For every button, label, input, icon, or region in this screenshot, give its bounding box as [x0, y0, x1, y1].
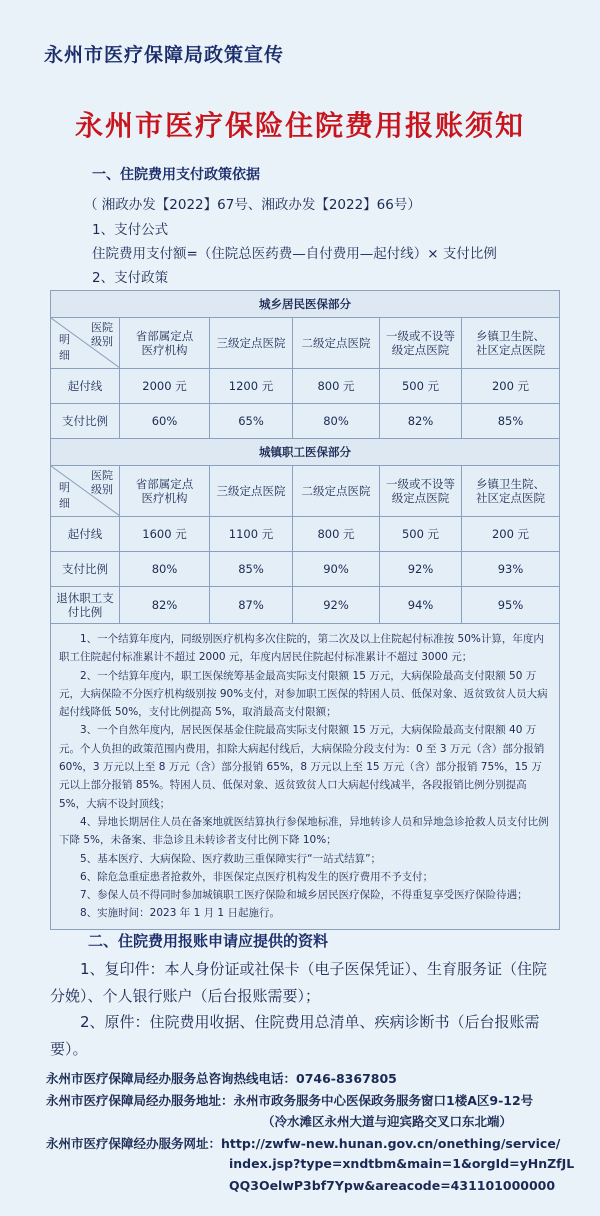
section2-body	[50, 956, 560, 1062]
diag-bot-1: 明	[59, 481, 70, 494]
note-item: 3、一个自然年度内，居民医保基金住院最高实际支付限额 15 万元，大病保险最高支付限额 40 万元。个人负担的政策范围内费用，扣除大病起付线后，大病保险分段支付为：0 至 3 万元（含）部分报销 60%，3 万元以上至 8 万元（含）部分报销 65%，8 万元以上至 15 万元（含）部分报销 75%，15 万元以上部分报销 85%。特困人员、低保对象、返贫致贫人口大病起付线减半，各段报销比例分别提高 5%，大病不设封顶线；	[59, 724, 545, 810]
section2-heading: 二、住院费用报账申请应提供的资料	[88, 932, 329, 950]
header-cell	[293, 318, 380, 369]
urban-rural-section-title: 城乡居民医保部分	[51, 291, 560, 318]
footer-website[interactable]: 永州市医疗保障经办服务网址：http://zwfw-new.hunan.gov.cn/onething/service/	[46, 1136, 561, 1151]
diag-bot-2: 细	[59, 349, 70, 362]
header-cell	[120, 466, 210, 517]
note-item: 6、除危急重症患者抢救外，非医保定点医疗机构发生的医疗费用不予支付；	[80, 870, 434, 883]
footer-address: 永州市医疗保障局经办服务地址：永州市政务服务中心医保政务服务窗口1楼A区9-12号	[46, 1093, 534, 1108]
row-label-text: 退休职工支 付比例	[56, 591, 114, 619]
header-text: 二级定点医院	[301, 336, 371, 350]
table-cell: 92%	[380, 552, 462, 587]
employee-section-title: 城镇职工医保部分	[51, 439, 560, 466]
diagonal-header-cell	[51, 318, 120, 369]
table-cell: 60%	[120, 404, 210, 439]
footer-hotline: 永州市医疗保障局经办服务总咨询热线电话：0746-8367805	[46, 1071, 397, 1086]
diag-bottom-label	[59, 480, 70, 512]
policy-label: 2、支付政策	[92, 270, 169, 286]
header-cell	[380, 466, 462, 517]
table-cell: 93%	[462, 552, 560, 587]
header-text: 乡镇卫生院、 社区定点医院	[476, 477, 545, 505]
diag-top-2: 级别	[91, 483, 113, 496]
table-cell: 87%	[210, 587, 293, 624]
table-cell: 200 元	[462, 517, 560, 552]
row-label: 支付比例	[51, 552, 120, 587]
diag-top-label	[91, 469, 113, 497]
policy-table-wrapper	[50, 290, 559, 930]
header-text: 三级定点医院	[216, 484, 286, 498]
table-cell: 80%	[293, 404, 380, 439]
table-cell: 94%	[380, 587, 462, 624]
table-cell: 1100 元	[210, 517, 293, 552]
header-cell	[293, 466, 380, 517]
row-label: 支付比例	[51, 404, 120, 439]
table-cell: 92%	[293, 587, 380, 624]
diag-top-1: 医院	[91, 321, 113, 334]
page-header: 永州市医疗保障局政策宣传	[44, 44, 285, 66]
header-cell	[210, 466, 293, 517]
diag-bottom-label	[59, 332, 70, 364]
table-cell: 82%	[120, 587, 210, 624]
row-label: 起付线	[51, 517, 120, 552]
header-cell	[462, 318, 560, 369]
footer-address-detail: （冷水滩区永州大道与迎宾路交叉口东北端）	[262, 1114, 513, 1129]
note-item: 4、异地长期居住人员在备案地就医结算执行参保地标准，异地转诊人员和异地急诊抢救人员支付比例下降 5%，未备案、非急诊且未转诊者支付比例下降 10%；	[59, 815, 549, 847]
table-cell: 95%	[462, 587, 560, 624]
header-text: 省部属定点 医疗机构	[135, 477, 194, 505]
note-item: 8、实施时间：2023 年 1 月 1 日起施行。	[80, 907, 280, 920]
materials-copies: 1、复印件：本人身份证或社保卡（电子医保凭证）、生育服务证（住院分娩）、个人银行账户（后台报账需要）；	[50, 960, 548, 1005]
table-cell: 800 元	[293, 369, 380, 404]
header-text: 二级定点医院	[301, 484, 371, 498]
table-cell: 800 元	[293, 517, 380, 552]
header-text: 一级或不设等 级定点医院	[386, 477, 455, 505]
table-cell: 90%	[293, 552, 380, 587]
table-cell: 85%	[210, 552, 293, 587]
header-text: 三级定点医院	[216, 336, 286, 350]
table-cell: 82%	[380, 404, 462, 439]
table-cell: 200 元	[462, 369, 560, 404]
row-label	[51, 587, 120, 624]
footer-website-line2[interactable]: index.jsp?type=xndtbm&main=1&orgId=yHnZfJL	[229, 1156, 575, 1171]
note-item: 1、一个结算年度内，同级别医疗机构多次住院的，第二次及以上住院起付标准按 50%计算，年度内职工住院起付标准累计不超过 2000 元，年度内居民住院起付标准累计不超过 3000 元；	[59, 633, 544, 664]
table-cell: 1200 元	[210, 369, 293, 404]
page-title: 永州市医疗保险住院费用报账须知	[74, 109, 525, 142]
materials-originals: 2、原件：住院费用收据、住院费用总清单、疾病诊断书（后台报账需要）。	[50, 1013, 540, 1058]
header-cell	[380, 318, 462, 369]
payment-formula: 住院费用支付额=（住院总医药费—自付费用—起付线）× 支付比例	[92, 246, 497, 262]
header-text: 一级或不设等 级定点医院	[386, 329, 455, 357]
note-item: 2、一个结算年度内，职工医保统筹基金最高实际支付限额 15 万元，大病保险最高支付限额 50 万元，大病保险不分医疗机构级别按 90%支付，对参加职工医保的特困人员、低保对象、返贫致贫人员大病起付线降低 50%，支付比例提高 5%，取消最高支付限额；	[59, 669, 548, 719]
table-cell: 500 元	[380, 369, 462, 404]
table-cell: 1600 元	[120, 517, 210, 552]
section1-heading: 一、住院费用支付政策依据	[92, 167, 260, 183]
diag-top-1: 医院	[91, 469, 113, 482]
policy-table	[50, 290, 560, 930]
table-cell: 65%	[210, 404, 293, 439]
table-cell: 2000 元	[120, 369, 210, 404]
formula-label: 1、支付公式	[92, 222, 169, 238]
header-text: 乡镇卫生院、 社区定点医院	[476, 329, 545, 357]
header-cell	[210, 318, 293, 369]
row-label: 起付线	[51, 369, 120, 404]
diag-bot-2: 细	[59, 497, 70, 510]
header-cell	[120, 318, 210, 369]
table-cell: 80%	[120, 552, 210, 587]
header-text: 省部属定点 医疗机构	[135, 329, 194, 357]
note-item: 7、参保人员不得同时参加城镇职工医疗保险和城乡居民医疗保险，不得重复享受医疗保险待遇；	[80, 889, 528, 902]
diag-bot-1: 明	[59, 333, 70, 346]
table-cell: 500 元	[380, 517, 462, 552]
header-cell	[462, 466, 560, 517]
policy-basis: （ 湘政办发【2022】67号、湘政办发【2022】66号）	[84, 197, 421, 213]
policy-notes	[51, 624, 560, 930]
footer-website-line3[interactable]: QQ3OelwP3bf7Ypw&areacode=431101000000	[229, 1178, 556, 1193]
note-item: 5、基本医疗、大病保险、医疗救助三重保障实行“一站式结算”；	[80, 852, 382, 865]
diag-top-2: 级别	[91, 335, 113, 348]
table-cell: 85%	[462, 404, 560, 439]
diag-top-label	[91, 321, 113, 349]
diagonal-header-cell	[51, 466, 120, 517]
